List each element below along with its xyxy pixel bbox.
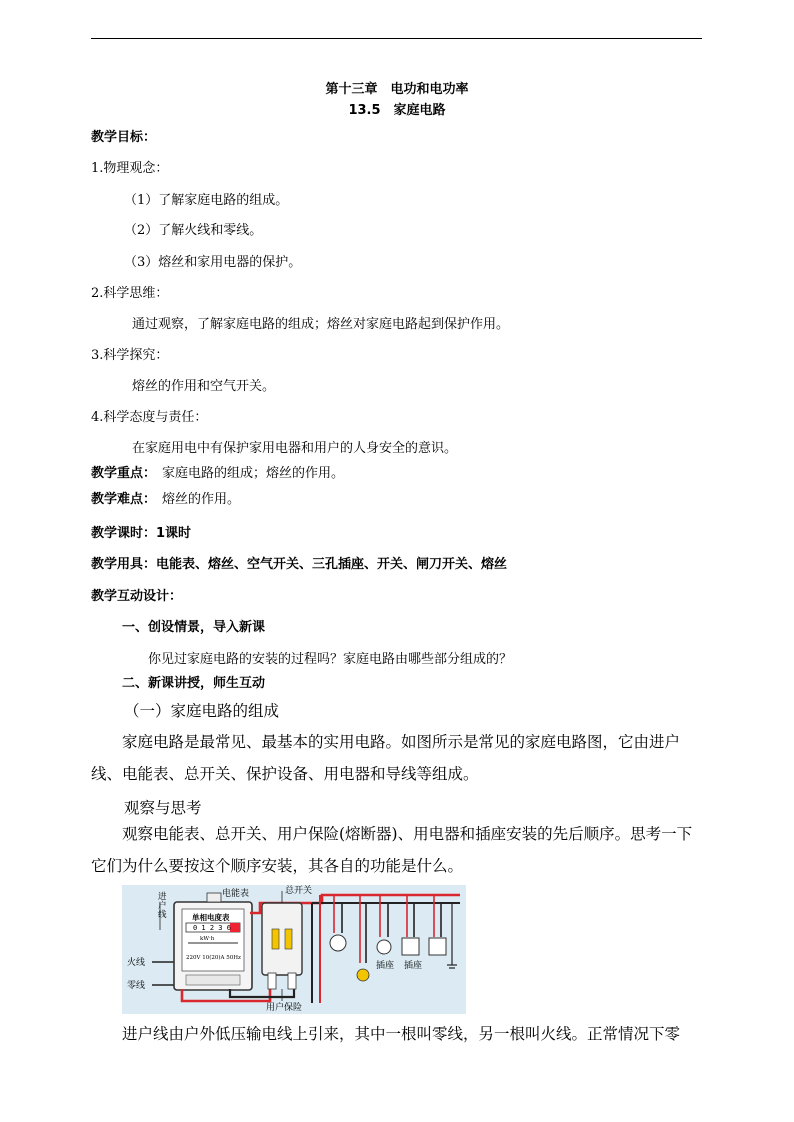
- objective-1-title: 1.物理观念：: [91, 161, 169, 176]
- figure-label-meter-unit: kW·h: [200, 936, 215, 942]
- paragraph-3-text: 进户线由户外低压输电线上引来，其中一根叫零线，另一根叫火线。正常情况下零: [122, 1025, 681, 1043]
- fuse-left: [268, 973, 276, 989]
- figure-label-meter: 电能表: [222, 889, 250, 899]
- figure-label-main-switch: 总开关: [285, 886, 313, 896]
- objective-4-title: 4.科学态度与责任：: [91, 410, 208, 425]
- figure-label-socket-1: 插座: [376, 961, 395, 971]
- meter-terminal-cover: [186, 975, 240, 985]
- meter-counter-red-digit: [230, 923, 240, 932]
- part-1-text: 你见过家庭电路的安装的过程吗？家庭电路由哪些部分组成的？: [148, 652, 513, 667]
- part-1-title: 一、创设情景，导入新课: [122, 620, 266, 635]
- key-point-text: 家庭电路的组成；熔丝的作用。: [162, 466, 345, 481]
- key-point: [91, 462, 344, 481]
- objective-1-sub-1: （1）了解家庭电路的组成。: [124, 193, 289, 208]
- class-hours: 教学课时：1课时: [91, 526, 192, 541]
- figure-label-incoming: 进户线: [158, 892, 167, 920]
- main-switch-blade-right: [285, 929, 292, 949]
- part-2-title: 二、新课讲授，师生互动: [122, 676, 266, 691]
- figure-label-fuse: 用户保险: [266, 1003, 303, 1013]
- paragraph-2: [91, 818, 702, 882]
- figure-label-live: 火线: [127, 958, 146, 968]
- figure-label-neutral: 零线: [127, 981, 146, 991]
- paragraph-1-text: 家庭电路是最常见、最基本的实用电路。如图所示是常见的家庭电路图，它由进户线、电能表、总开关、保护设备、用电器和导线等组成。: [91, 733, 681, 783]
- objective-1-sub-2: （2）了解火线和零线。: [124, 223, 263, 238]
- section-title: 13.5 家庭电路: [348, 103, 446, 118]
- difficulty-label: 教学难点：: [91, 492, 157, 507]
- meter-top-hook: [207, 893, 221, 902]
- fuse-right: [288, 973, 296, 989]
- figure-label-socket-2: 插座: [404, 961, 423, 971]
- key-point-label: 教学重点：: [91, 466, 157, 481]
- objective-3-text: 熔丝的作用和空气开关。: [132, 379, 276, 394]
- paragraph-1: [91, 726, 702, 790]
- main-switch-blade-left: [272, 929, 279, 949]
- objective-4-text: 在家庭用电中有保护家用电器和用户的人身安全的意识。: [132, 441, 458, 456]
- figure-label-meter-rating: 220V 10(20)A 50Hz: [186, 955, 241, 961]
- figure-label-meter-digits: 0 1 2 3 6: [193, 924, 231, 932]
- paragraph-3: [91, 1018, 702, 1050]
- household-circuit-figure: [122, 885, 466, 1014]
- objective-2-title: 2.科学思维：: [91, 286, 169, 301]
- main-switch: [262, 903, 302, 975]
- objective-1-sub-3: （3）熔丝和家用电器的保护。: [124, 255, 302, 270]
- difficulty: [91, 488, 240, 507]
- objective-3-title: 3.科学探究：: [91, 348, 169, 363]
- objectives-heading: 教学目标：: [91, 130, 157, 145]
- objective-2-text: 通过观察，了解家庭电路的组成；熔丝对家庭电路起到保护作用。: [132, 317, 510, 332]
- difficulty-text: 熔丝的作用。: [162, 492, 241, 507]
- design-heading: 教学互动设计：: [91, 589, 183, 604]
- observe-heading: 观察与思考: [124, 799, 202, 817]
- subsection-1-title: （一）家庭电路的组成: [124, 702, 280, 720]
- figure-label-meter-title: 单相电度表: [192, 913, 230, 922]
- chapter-title: 第十三章 电功和电功率: [325, 82, 469, 97]
- paragraph-2-text: 观察电能表、总开关、用户保险(熔断器)、用电器和插座安装的先后顺序。思考一下它们为什么要按这个顺序安装，其各自的功能是什么。: [91, 825, 693, 875]
- header-rule: [91, 38, 702, 39]
- teaching-tools: 教学用具：电能表、熔丝、空气开关、三孔插座、开关、闸刀开关、熔丝: [91, 557, 508, 572]
